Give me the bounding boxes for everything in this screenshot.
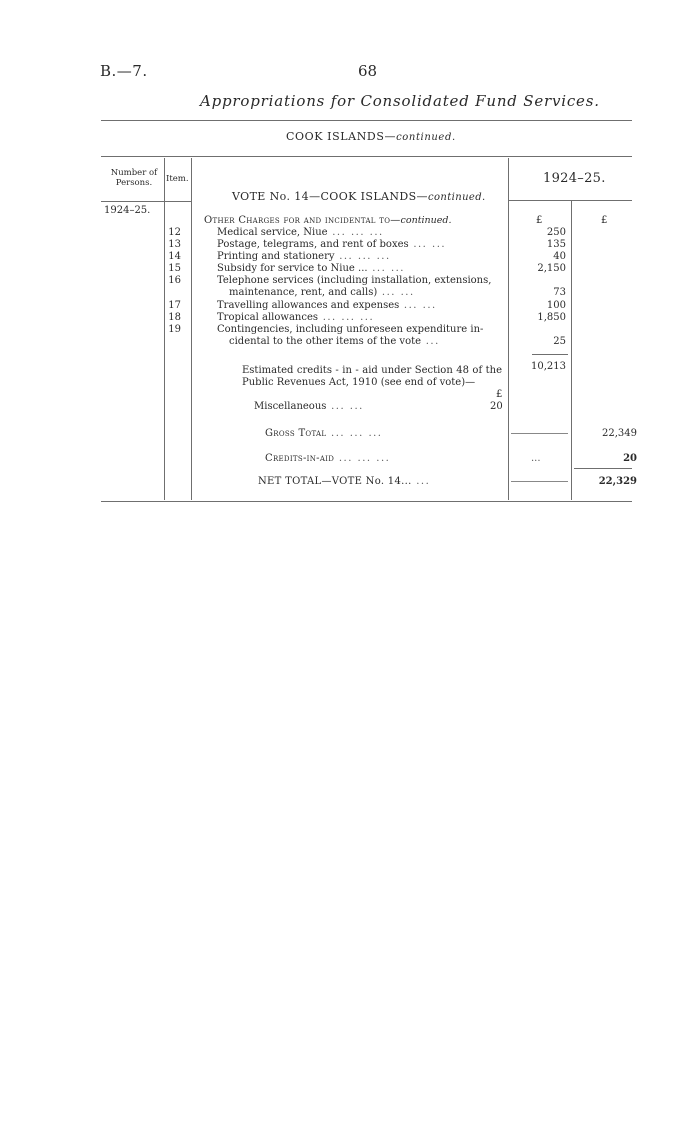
item-amount: 135 — [546, 239, 566, 250]
title-rule — [101, 120, 632, 121]
page-number: 68 — [358, 62, 378, 80]
item-number: 17 — [168, 300, 181, 311]
header-year: 1924–25. — [543, 171, 606, 186]
header-item: Item. — [166, 174, 189, 184]
amount-column-divider — [508, 158, 509, 500]
item-number: 18 — [168, 312, 181, 323]
item-description: Telephone services (including installation, extensions, — [217, 275, 492, 286]
credits-in-aid-note: Estimated credits - in - aid under Section 48 of the Public Revenues Act, 1910 (see end of vote)— — [242, 365, 502, 388]
credits-in-aid-label: Credits-in-aid ... ... ... — [265, 453, 391, 464]
total-column-divider — [571, 200, 572, 500]
item-column-divider — [191, 158, 192, 500]
header-number-of-persons: Number of Persons. — [110, 168, 158, 188]
credits-in-aid-dots: ... — [531, 453, 541, 464]
item-description: Printing and stationery ... ... ... — [217, 251, 391, 262]
item-description: Tropical allowances ... ... ... — [217, 312, 375, 323]
item-number: 13 — [168, 239, 181, 250]
item-description: Medical service, Niue ... ... ... — [217, 227, 384, 238]
section-heading: Other Charges for and incidental to—continued. — [204, 215, 452, 226]
item-amount: 100 — [546, 300, 566, 311]
net-total-rule — [574, 468, 632, 469]
item-description-continued: maintenance, rent, and calls) ... ... — [229, 287, 415, 298]
item-amount: 1,850 — [537, 312, 566, 323]
item-number: 12 — [168, 227, 181, 238]
gross-total-amount: 22,349 — [602, 428, 637, 439]
table-bottom-rule — [101, 501, 632, 502]
year-label: 1924–25. — [104, 205, 151, 216]
persons-column-divider — [164, 158, 165, 500]
credits-currency-symbol: £ — [496, 389, 503, 400]
item-amount: 2,150 — [537, 263, 566, 274]
item-number: 14 — [168, 251, 181, 262]
item-amount: 250 — [546, 227, 566, 238]
subtotal-rule — [532, 354, 568, 355]
section-subtitle: COOK ISLANDS—continued. — [286, 130, 456, 143]
header-left-rule — [101, 201, 191, 202]
net-total-dash-rule — [511, 481, 568, 482]
item-description: Subsidy for service to Niue ... ... ... — [217, 263, 405, 274]
gross-total-dash-rule — [511, 433, 568, 434]
currency-symbol-totals: £ — [601, 215, 608, 226]
vote-title: VOTE No. 14—COOK ISLANDS—continued. — [232, 190, 486, 203]
currency-symbol-items: £ — [536, 215, 543, 226]
credits-in-aid-amount: 20 — [623, 453, 637, 464]
item-amount: 73 — [553, 287, 566, 298]
item-description: Travelling allowances and expenses ... ... — [217, 300, 437, 311]
page-title: Appropriations for Consolidated Fund Services. — [200, 92, 600, 110]
gross-total-label: Gross Total ... ... ... — [265, 428, 383, 439]
document-id: B.—7. — [100, 62, 148, 80]
item-description: Postage, telegrams, and rent of boxes ... ... — [217, 239, 447, 250]
item-amount: 40 — [553, 251, 566, 262]
item-description-continued: cidental to the other items of the vote ... — [229, 336, 440, 347]
header-right-rule — [508, 200, 632, 201]
item-number: 16 — [168, 275, 181, 286]
miscellaneous-label: Miscellaneous ... ... — [254, 401, 364, 412]
item-number: 15 — [168, 263, 181, 274]
net-total-label: NET TOTAL—VOTE No. 14... ... — [258, 476, 431, 487]
item-description: Contingencies, including unforeseen expenditure in- — [217, 324, 484, 335]
miscellaneous-amount: 20 — [490, 401, 503, 412]
subtotal-amount: 10,213 — [531, 361, 566, 372]
table-top-rule — [101, 156, 632, 157]
item-number: 19 — [168, 324, 181, 335]
item-amount: 25 — [553, 336, 566, 347]
net-total-amount: 22,329 — [598, 476, 637, 487]
